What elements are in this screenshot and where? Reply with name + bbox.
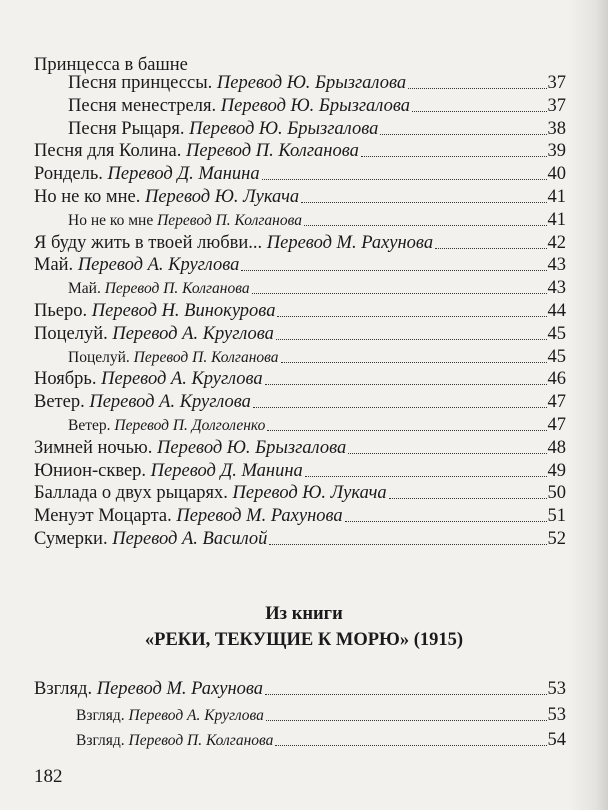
- toc-entry: [34, 300, 566, 322]
- page-ref: 45: [547, 347, 566, 367]
- translator: Перевод П. Долголенко: [114, 417, 266, 434]
- poem-title: Менуэт Моцарта.: [34, 506, 172, 526]
- translator: Перевод Ю. Брызгалова: [220, 96, 410, 116]
- translator: Перевод П. Колганова: [104, 280, 250, 297]
- dot-leader: [305, 476, 547, 477]
- dot-leader: [275, 745, 546, 746]
- page-ref: 51: [547, 506, 566, 526]
- translator: Перевод А. Круглова: [112, 324, 274, 344]
- toc-entry: [34, 460, 566, 482]
- dot-leader: [435, 248, 546, 249]
- dot-leader: [241, 270, 546, 271]
- dot-leader: [252, 293, 547, 294]
- toc-entry-title: [34, 323, 274, 345]
- poem-title: Но не ко мне: [68, 212, 154, 229]
- dot-leader: [408, 88, 546, 89]
- poem-title: Ветер.: [68, 417, 111, 434]
- dot-leader: [265, 694, 546, 695]
- toc-entry: [76, 729, 566, 751]
- toc-entry: [68, 72, 566, 94]
- poem-title: Сумерки.: [34, 529, 108, 549]
- toc-entry-title: [34, 505, 343, 527]
- toc-entry-title: [34, 391, 251, 413]
- page-ref: 39: [547, 141, 566, 161]
- dot-leader: [412, 111, 547, 112]
- translator: Перевод Ю. Брызгалова: [216, 73, 407, 93]
- toc-entry: [34, 437, 566, 459]
- page-ref: 50: [547, 483, 566, 503]
- poem-title: Баллада о двух рыцарях.: [34, 483, 228, 503]
- toc-entry-title: [68, 72, 406, 94]
- page-ref: 43: [547, 255, 566, 275]
- page-ref: 49: [547, 461, 566, 481]
- dot-leader: [265, 384, 547, 385]
- poem-title: Май.: [68, 280, 101, 297]
- toc-entry-title: [34, 300, 275, 322]
- dot-leader: [253, 407, 547, 408]
- toc-entry-title: [34, 528, 267, 550]
- dot-leader: [267, 430, 546, 431]
- dot-leader: [301, 202, 546, 203]
- dot-leader: [276, 339, 547, 340]
- dot-leader: [345, 521, 547, 522]
- translator: Перевод М. Рахунова: [266, 233, 434, 253]
- poem-title: Песня принцессы.: [68, 73, 213, 93]
- poem-title: Взгляд.: [76, 732, 125, 749]
- poem-title: Песня для Колина.: [34, 141, 182, 161]
- toc-entry-title: [76, 730, 273, 752]
- toc-entry: [34, 391, 566, 413]
- poem-title: Пьеро.: [34, 301, 88, 321]
- poem-title: Поцелуй.: [34, 324, 108, 344]
- toc-entry-title: [34, 678, 263, 700]
- page-ref: 41: [547, 187, 566, 207]
- poem-title: Взгляд.: [34, 679, 93, 699]
- toc-entry-title: [34, 368, 263, 390]
- book-heading-line1: Из книги: [265, 604, 343, 624]
- page-gutter-shadow: [568, 0, 608, 810]
- toc-entry: [34, 140, 566, 162]
- toc-entry: [34, 528, 566, 550]
- toc-entry-title: [34, 140, 359, 162]
- toc-entry-title: [68, 415, 265, 437]
- toc-entry-title: [68, 347, 279, 369]
- toc-entry-title: [34, 254, 239, 276]
- dot-leader: [277, 316, 546, 317]
- page-ref: 45: [547, 324, 566, 344]
- poem-title: Юнион-сквер.: [34, 461, 147, 481]
- toc-entry: [34, 163, 566, 185]
- toc-entry-title: [68, 210, 302, 232]
- toc-entry: [68, 277, 566, 299]
- poem-title: Ноябрь.: [34, 369, 97, 389]
- page-ref: 38: [547, 119, 566, 139]
- page-ref: 52: [547, 529, 566, 549]
- toc-entry: [34, 505, 566, 527]
- toc-entry-title: [68, 118, 378, 140]
- poem-title: Поцелуй.: [68, 349, 130, 366]
- page-ref: 37: [547, 96, 566, 116]
- translator: Перевод П. Колганова: [128, 732, 274, 749]
- dot-leader: [281, 362, 547, 363]
- toc-entry: [34, 482, 566, 504]
- poem-title: Песня менестреля.: [68, 96, 217, 116]
- section-title: Принцесса в башне: [34, 55, 188, 75]
- toc-entry: [34, 186, 566, 208]
- toc-entry-title: [34, 232, 433, 254]
- toc-entry: [68, 118, 566, 140]
- toc-entry: [34, 323, 566, 345]
- translator: Перевод Ю. Лукача: [232, 483, 387, 503]
- translator: Перевод Ю. Лукача: [144, 187, 300, 207]
- toc-entry-title: [34, 460, 303, 482]
- page-number: 182: [34, 766, 63, 787]
- dot-leader: [262, 179, 547, 180]
- translator: Перевод Ю. Брызгалова: [189, 119, 379, 139]
- translator: Перевод П. Колганова: [157, 212, 302, 229]
- page-ref: 47: [547, 392, 566, 412]
- translator: Перевод Ю. Брызгалова: [157, 438, 347, 458]
- toc-entry: [34, 678, 566, 700]
- toc-entry: [68, 209, 566, 231]
- toc-entry: [34, 254, 566, 276]
- toc-entry-title: [34, 186, 299, 208]
- toc-entry: [68, 95, 566, 117]
- page-ref: 48: [547, 438, 566, 458]
- toc-entry-title: [68, 95, 410, 117]
- toc-entry-title: [68, 278, 250, 300]
- poem-title: Я буду жить в твоей любви...: [34, 233, 263, 253]
- translator: Перевод П. Колганова: [133, 349, 279, 366]
- page-ref: 43: [547, 278, 566, 298]
- toc-entry-title: [34, 163, 260, 185]
- translator: Перевод М. Рахунова: [176, 506, 343, 526]
- toc-entry: [34, 232, 566, 254]
- poem-title: Взгляд.: [76, 707, 125, 724]
- dot-leader: [266, 720, 547, 721]
- poem-title: Песня Рыцаря.: [68, 119, 185, 139]
- page-ref: 53: [547, 705, 566, 725]
- poem-title: Рондель.: [34, 164, 103, 184]
- dot-leader: [389, 498, 547, 499]
- page-ref: 42: [547, 233, 566, 253]
- page-ref: 46: [547, 369, 566, 389]
- page-ref: 44: [547, 301, 566, 321]
- translator: Перевод Д. Манина: [107, 164, 260, 184]
- poem-title: Зимней ночью.: [34, 438, 153, 458]
- translator: Перевод Н. Винокурова: [91, 301, 276, 321]
- page-ref: 40: [547, 164, 566, 184]
- poem-title: Май.: [34, 255, 74, 275]
- book-heading-line2: «РЕКИ, ТЕКУЩИЕ К МОРЮ» (1915): [144, 630, 464, 650]
- translator: Перевод А. Круглова: [101, 369, 263, 389]
- dot-leader: [361, 156, 547, 157]
- toc-entry: [68, 346, 566, 368]
- translator: Перевод А. Круглова: [128, 707, 264, 724]
- toc-entry-title: [34, 437, 346, 459]
- page-ref: 37: [547, 73, 566, 93]
- toc-entry-title: [76, 705, 264, 727]
- dot-leader: [304, 225, 547, 226]
- page-ref: 53: [547, 679, 566, 699]
- dot-leader: [269, 544, 546, 545]
- toc-entry-title: [34, 482, 387, 504]
- dot-leader: [348, 453, 546, 454]
- translator: Перевод П. Колганова: [185, 141, 359, 161]
- translator: Перевод Д. Манина: [150, 461, 303, 481]
- translator: Перевод А. Круглова: [77, 255, 240, 275]
- translator: Перевод А. Круглова: [89, 392, 251, 412]
- page-ref: 41: [547, 210, 566, 230]
- toc-entry: [68, 414, 566, 436]
- page-ref: 47: [547, 415, 566, 435]
- poem-title: Но не ко мне.: [34, 187, 141, 207]
- page-ref: 54: [547, 730, 566, 750]
- translator: Перевод А. Василой: [112, 529, 268, 549]
- translator: Перевод М. Рахунова: [96, 679, 264, 699]
- dot-leader: [380, 134, 546, 135]
- toc-entry: [76, 704, 566, 726]
- toc-entry: [34, 368, 566, 390]
- poem-title: Ветер.: [34, 392, 85, 412]
